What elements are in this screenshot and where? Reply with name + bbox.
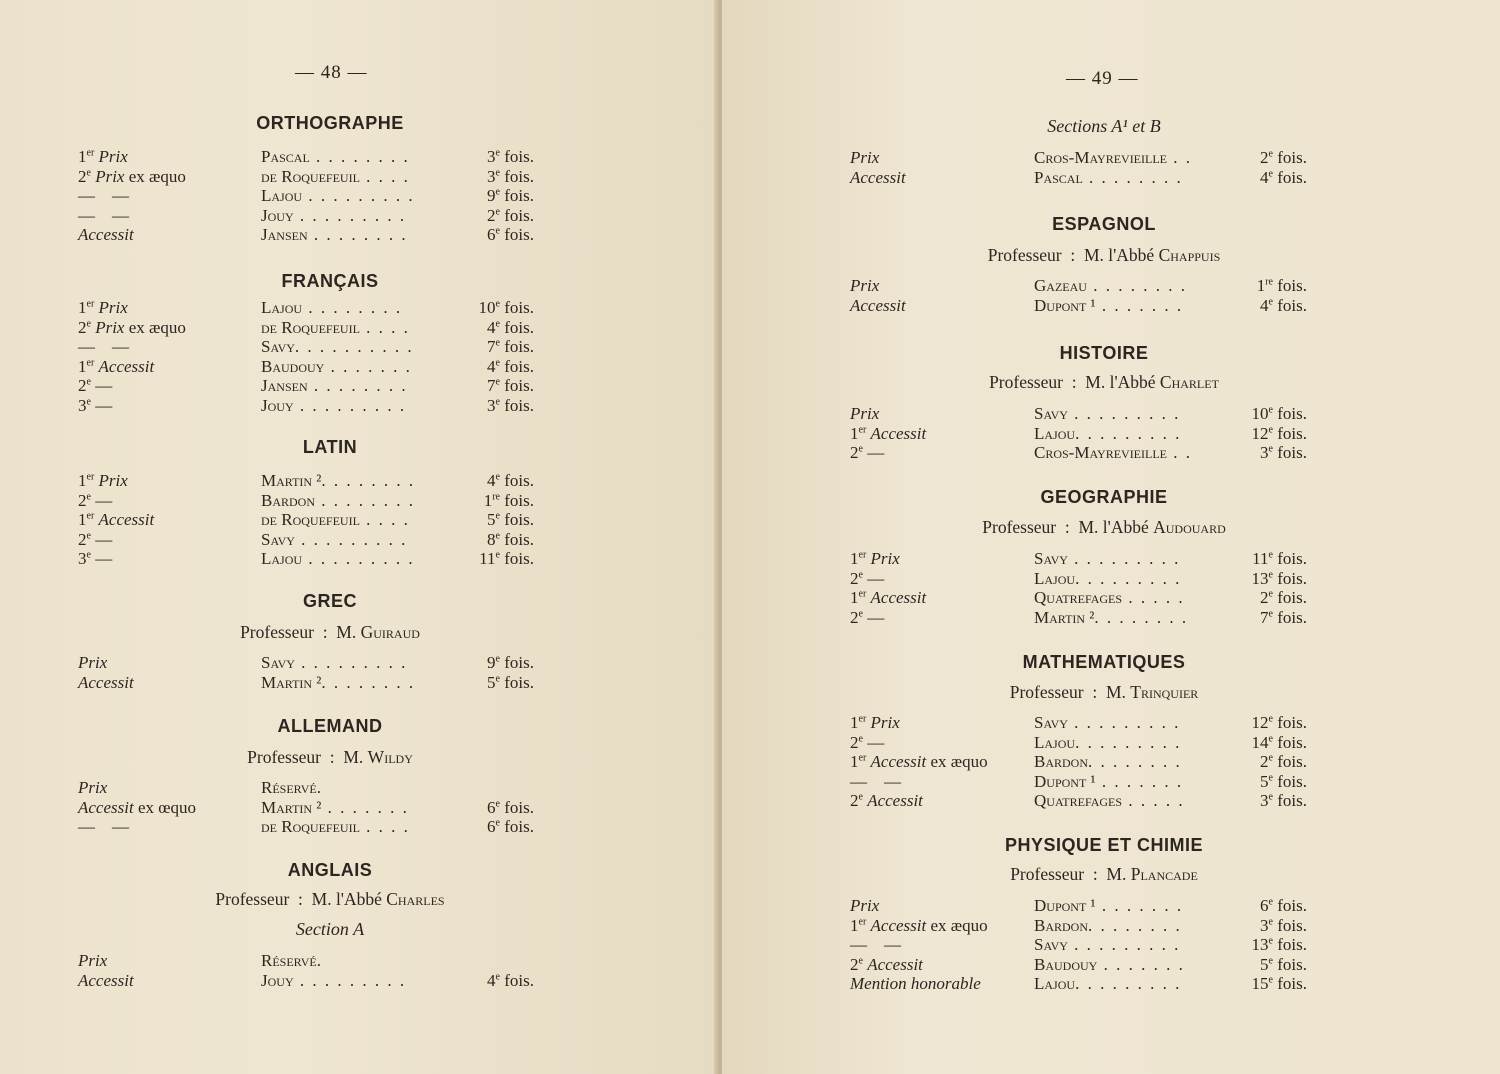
student-name: Lajou. . . . . . . . .: [1034, 732, 1182, 752]
student-name: Savy . . . . . . . . .: [1034, 404, 1181, 423]
award-row: [850, 791, 1307, 811]
section-heading: ESPAGNOL: [1052, 214, 1156, 234]
student-name: Martin ² . . . . . . .: [261, 797, 409, 817]
student-name: Réservé.: [261, 778, 321, 797]
professor-line: Professeur : M. Plancade: [1010, 864, 1198, 884]
section-heading: ANGLAIS: [287, 860, 373, 880]
award-row: [78, 549, 534, 569]
award-label: 1er Accessit ex æquo: [850, 752, 988, 772]
award-row: [850, 733, 1307, 753]
award-row: [850, 935, 1307, 955]
award-row: [850, 276, 1307, 296]
award-count: 13e fois.: [1251, 935, 1307, 955]
award-count: 1re fois.: [483, 490, 534, 510]
award-row: [78, 817, 534, 837]
award-row: [78, 778, 534, 798]
award-row: [78, 357, 534, 377]
award-label: 1er Accessit ex æquo: [850, 915, 988, 935]
award-count: 11e fois.: [479, 549, 534, 569]
left-page: [0, 0, 718, 1074]
award-label: 1er Accessit: [850, 423, 927, 443]
award-label: 2e Accessit: [850, 954, 923, 974]
award-label: 1er Prix: [850, 713, 900, 732]
award-label: — —: [78, 817, 129, 837]
award-row: [78, 673, 534, 693]
award-row: [850, 549, 1307, 569]
professor-line: Professeur : M. l'Abbé Charles: [215, 889, 445, 909]
award-label: 1er Prix: [850, 549, 900, 568]
section-heading: HISTOIRE: [1059, 343, 1149, 363]
award-label: 2e —: [850, 607, 885, 627]
award-label: Prix: [78, 778, 108, 797]
award-count: 2e fois.: [1260, 148, 1307, 167]
student-name: Pascal . . . . . . . .: [1034, 167, 1183, 187]
award-row: [78, 971, 534, 991]
award-count: 13e fois.: [1251, 568, 1307, 588]
award-count: 5e fois.: [487, 510, 534, 530]
award-count: 4e fois.: [487, 970, 534, 990]
award-count: 2e fois.: [1260, 588, 1307, 608]
student-name: Martin ². . . . . . . .: [261, 471, 416, 490]
award-label: 1er Accessit: [850, 588, 927, 608]
award-count: 9e fois.: [487, 653, 534, 672]
award-label: Accessit: [850, 295, 906, 315]
student-name: Quatrefages . . . . .: [1034, 791, 1185, 811]
award-label: 1er Accessit: [78, 356, 155, 376]
student-name: Lajou . . . . . . . .: [261, 298, 403, 317]
award-count: 12e fois.: [1251, 423, 1307, 443]
student-name: Gazeau . . . . . . . .: [1034, 276, 1187, 295]
award-row: [850, 588, 1307, 608]
award-count: 5e fois.: [1260, 771, 1307, 791]
award-label: 2e Prix ex æquo: [78, 166, 186, 186]
section-heading: ALLEMAND: [277, 716, 383, 736]
professor-line: Professeur : M. Wildy: [247, 747, 413, 767]
student-name: Jouy . . . . . . . . .: [261, 970, 407, 990]
award-count: 4e fois.: [487, 471, 534, 490]
right-page: [722, 0, 1500, 1074]
student-name: Savy . . . . . . . . .: [1034, 713, 1181, 732]
award-row: [850, 974, 1307, 994]
award-label: 3e —: [78, 396, 113, 415]
award-label: 2e —: [78, 529, 113, 549]
award-label: 2e —: [850, 568, 885, 588]
award-count: 7e fois.: [487, 376, 534, 396]
award-count: 3e fois.: [1260, 915, 1307, 935]
student-name: Quatrefages . . . . .: [1034, 588, 1185, 608]
award-row: [850, 296, 1307, 316]
award-count: 3e fois.: [1260, 791, 1307, 811]
section-heading: GREC: [302, 591, 358, 611]
award-label: Prix: [850, 896, 880, 915]
student-name: Jouy . . . . . . . . .: [261, 205, 407, 225]
section-heading: PHYSIQUE ET CHIMIE: [1004, 835, 1204, 855]
award-label: 1er Accessit: [78, 510, 155, 530]
award-count: 5e fois.: [487, 672, 534, 692]
award-label: Prix: [850, 148, 880, 167]
award-label: Accessit: [78, 672, 134, 692]
award-count: 14e fois.: [1251, 732, 1307, 752]
award-row: [78, 396, 534, 416]
award-label: 2e —: [850, 732, 885, 752]
award-label: — —: [78, 337, 129, 357]
section-heading: LATIN: [302, 437, 358, 457]
award-count: 12e fois.: [1251, 713, 1307, 732]
award-row: [78, 510, 534, 530]
award-row: [78, 491, 534, 511]
award-label: Prix: [78, 951, 108, 970]
award-count: 10e fois.: [1251, 404, 1307, 423]
award-row: [850, 772, 1307, 792]
award-count: 2e fois.: [487, 205, 534, 225]
student-name: Martin ². . . . . . . .: [261, 672, 416, 692]
award-label: 1er Prix: [78, 471, 128, 490]
award-row: [850, 168, 1307, 188]
award-label: 3e —: [78, 549, 113, 569]
award-count: 6e fois.: [1260, 896, 1307, 915]
award-row: [850, 713, 1307, 733]
section-heading: FRANÇAIS: [281, 271, 379, 291]
award-row: [78, 147, 534, 167]
student-name: Cros-Mayrevieille . .: [1034, 443, 1193, 463]
student-name: Lajou . . . . . . . . .: [261, 549, 415, 569]
student-name: Lajou. . . . . . . . .: [1034, 568, 1182, 588]
student-name: de Roquefeuil . . . .: [261, 510, 410, 530]
award-row: [78, 798, 534, 818]
award-row: [78, 186, 534, 206]
award-label: Accessit: [78, 225, 134, 245]
award-row: [78, 376, 534, 396]
award-label: Accessit: [850, 167, 906, 187]
award-row: [850, 424, 1307, 444]
award-label: 2e —: [850, 443, 885, 463]
award-count: 4e fois.: [1260, 167, 1307, 187]
award-label: 2e —: [78, 490, 113, 510]
award-label: 1er Prix: [78, 147, 128, 166]
student-name: Bardon . . . . . . . .: [261, 490, 416, 510]
student-name: Réservé.: [261, 951, 321, 970]
award-count: 9e fois.: [487, 186, 534, 206]
award-row: [78, 167, 534, 187]
award-label: Prix: [850, 404, 880, 423]
award-count: 7e fois.: [1260, 607, 1307, 627]
professor-line: Professeur : M. l'Abbé Charlet: [989, 372, 1219, 392]
student-name: Dupont ¹ . . . . . . .: [1034, 771, 1184, 791]
award-count: 1re fois.: [1256, 276, 1307, 295]
award-label: Accessit ex œquo: [78, 797, 197, 817]
professor-line: Professeur : M. l'Abbé Chappuis: [987, 245, 1221, 265]
student-name: Savy . . . . . . . . .: [261, 529, 408, 549]
professor-line: Professeur : M. Guiraud: [240, 622, 420, 642]
professor-line: Professeur : M. l'Abbé Audouard: [982, 517, 1226, 537]
award-row: [850, 955, 1307, 975]
page-number: — 48 —: [295, 62, 368, 83]
award-row: [850, 752, 1307, 772]
student-name: de Roquefeuil . . . .: [261, 317, 410, 337]
award-label: 2e Prix ex æquo: [78, 317, 186, 337]
award-count: 6e fois.: [487, 225, 534, 245]
student-name: Lajou. . . . . . . . .: [1034, 423, 1182, 443]
professor-line: Professeur : M. Trinquier: [1009, 682, 1199, 702]
award-row: [78, 206, 534, 226]
award-count: 7e fois.: [487, 337, 534, 357]
section-subtitle: Sections A¹ et B: [1047, 116, 1161, 136]
student-name: Jansen . . . . . . . .: [261, 376, 408, 396]
award-row: [78, 530, 534, 550]
award-label: — —: [78, 186, 129, 206]
student-name: Martin ². . . . . . . .: [1034, 607, 1189, 627]
award-row: [850, 404, 1307, 424]
student-name: Baudouy . . . . . . .: [1034, 954, 1185, 974]
student-name: Lajou. . . . . . . . .: [1034, 974, 1182, 994]
award-label: Prix: [850, 276, 880, 295]
award-row: [850, 896, 1307, 916]
student-name: Savy . . . . . . . . .: [261, 653, 408, 672]
award-row: [850, 608, 1307, 628]
student-name: Dupont ¹ . . . . . . .: [1034, 295, 1184, 315]
award-count: 4e fois.: [487, 356, 534, 376]
section-heading: ORTHOGRAPHE: [256, 113, 404, 133]
student-name: Jansen . . . . . . . .: [261, 225, 408, 245]
award-row: [78, 337, 534, 357]
student-name: Savy . . . . . . . . .: [1034, 549, 1181, 568]
award-label: Accessit: [78, 970, 134, 990]
award-count: 4e fois.: [1260, 295, 1307, 315]
award-count: 4e fois.: [487, 317, 534, 337]
award-count: 6e fois.: [487, 817, 534, 837]
page-number: — 49 —: [1066, 68, 1139, 89]
student-name: Pascal . . . . . . . .: [261, 147, 410, 166]
section-subtitle: Section A: [295, 919, 365, 939]
award-row: [78, 225, 534, 245]
award-row: [78, 951, 534, 971]
student-name: Dupont ¹ . . . . . . .: [1034, 896, 1184, 915]
award-label: — —: [78, 205, 129, 225]
award-count: 3e fois.: [487, 396, 534, 415]
student-name: Baudouy . . . . . . .: [261, 356, 412, 376]
award-count: 3e fois.: [1260, 443, 1307, 463]
award-label: — —: [850, 935, 901, 955]
award-count: 11e fois.: [1252, 549, 1307, 568]
student-name: de Roquefeuil . . . .: [261, 817, 410, 837]
award-row: [850, 569, 1307, 589]
award-row: [850, 148, 1307, 168]
student-name: Jouy . . . . . . . . .: [261, 396, 407, 415]
section-heading: GEOGRAPHIE: [1040, 487, 1168, 507]
award-count: 3e fois.: [487, 166, 534, 186]
award-label: 2e —: [78, 376, 113, 396]
award-row: [78, 318, 534, 338]
award-label: 1er Prix: [78, 298, 128, 317]
award-row: [78, 471, 534, 491]
award-row: [850, 916, 1307, 936]
award-label: Mention honorable: [850, 974, 981, 994]
award-count: 10e fois.: [478, 298, 534, 317]
award-count: 8e fois.: [487, 529, 534, 549]
award-count: 3e fois.: [487, 147, 534, 166]
award-label: 2e Accessit: [850, 791, 923, 811]
award-label: Prix: [78, 653, 108, 672]
student-name: Savy . . . . . . . . .: [1034, 935, 1181, 955]
award-count: 6e fois.: [487, 797, 534, 817]
award-row: [850, 443, 1307, 463]
award-count: 15e fois.: [1251, 974, 1307, 994]
student-name: Savy. . . . . . . . . .: [261, 337, 414, 357]
award-label: — —: [850, 771, 901, 791]
student-name: Bardon. . . . . . . .: [1034, 915, 1182, 935]
award-count: 5e fois.: [1260, 954, 1307, 974]
award-row: [78, 653, 534, 673]
section-heading: MATHEMATIQUES: [1022, 652, 1186, 672]
student-name: de Roquefeuil . . . .: [261, 166, 410, 186]
student-name: Bardon. . . . . . . .: [1034, 752, 1182, 772]
award-count: 2e fois.: [1260, 752, 1307, 772]
award-row: [78, 298, 534, 318]
student-name: Lajou . . . . . . . . .: [261, 186, 415, 206]
student-name: Cros-Mayrevieille . .: [1034, 148, 1193, 167]
